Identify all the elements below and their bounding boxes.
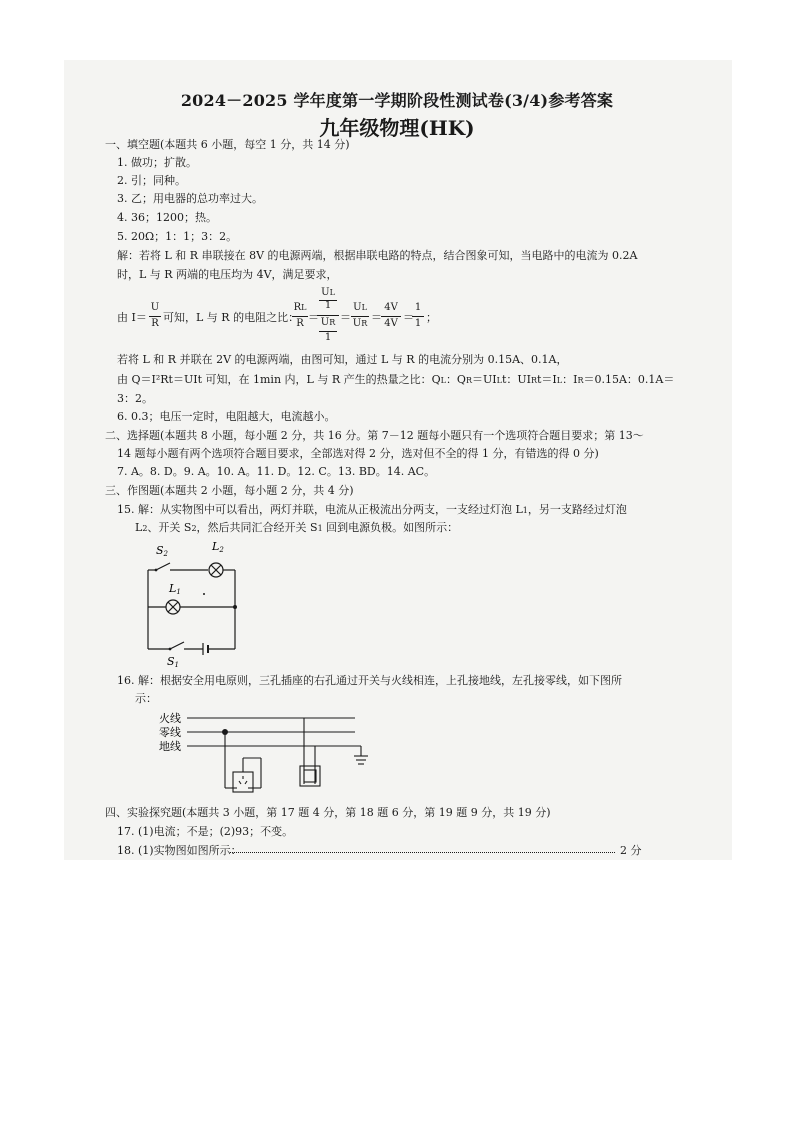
answer-3: 3. 乙；用电器的总功率过大。 — [117, 192, 263, 205]
label-s1: S1 — [167, 655, 180, 669]
q16-line-1: 16. 解：根据安全用电原则，三孔插座的右孔通过开关与火线相连，上孔接地线，左孔接零线，如下图所 — [117, 674, 622, 687]
circuit-diagram — [140, 536, 250, 670]
section4-heading: 四、实验探究题(本题共 3 小题，第 17 题 4 分，第 18 题 6 分，第 19 题 9 分，共 19 分) — [105, 806, 551, 819]
solution-line-3: 若将 L 和 R 并联在 2V 的电源两端，由图可知，通过 L 与 R 的电流分别为 0.15A、0.1A， — [117, 353, 568, 366]
section3-heading: 三、作图题(本题共 2 小题，每小题 2 分，共 4 分) — [105, 484, 354, 497]
answer-18: 18. (1)实物图如图所示： — [117, 844, 242, 857]
section1-heading: 一、填空题(本题共 6 小题，每空 1 分，共 14 分) — [105, 138, 350, 151]
wiring-diagram — [155, 706, 385, 798]
answer-5: 5. 20Ω；1：1；3：2。 — [117, 230, 238, 243]
label-fire-line: 火线 — [159, 712, 181, 725]
q16-line-2: 示： — [135, 692, 157, 705]
answer-2: 2. 引；同种。 — [117, 174, 186, 187]
answer-1: 1. 做功；扩散。 — [117, 156, 197, 169]
solution-line-2: 时，L 与 R 两端的电压均为 4V，满足要求， — [117, 268, 338, 281]
label-neutral-line: 零线 — [159, 726, 181, 739]
score-18: 2 分 — [620, 844, 642, 857]
label-ground-line: 地线 — [159, 740, 181, 753]
section2-answers: 7. A。8. D。9. A。10. A。11. D。12. C。13. BD。14. AC。 — [117, 465, 436, 478]
q15-line-2: L2、开关 S2，然后共同汇合经开关 S1 回到电源负极。如图所示： — [135, 521, 459, 534]
label-l2: L2 — [212, 540, 224, 554]
answer-17: 17. (1)电流；不是；(2)93；不变。 — [117, 825, 294, 838]
answer-6: 6. 0.3；电压一定时，电阻越大，电流越小。 — [117, 410, 336, 423]
label-l1: L1 — [169, 582, 181, 596]
dotted-leader — [230, 852, 615, 853]
solution-line-4: 由 Q＝I²Rt＝UIt 可知，在 1min 内，L 与 R 产生的热量之比：QL：QR＝UILt：UIRt＝IL：IR＝0.15A：0.1A＝ — [117, 373, 675, 386]
solution-line-5: 3：2。 — [117, 392, 153, 405]
q15-line-1: 15. 解：从实物图中可以看出，两灯并联，电流从正极流出分两支，一支经过灯泡 L1，另一支路经过灯泡 — [117, 503, 627, 516]
answer-4: 4. 36；1200；热。 — [117, 211, 217, 224]
solution-line-1: 解：若将 L 和 R 串联接在 8V 的电源两端，根据串联电路的特点，结合图象可知，当电路中的电流为 0.2A — [117, 249, 638, 262]
section2-heading-cont: 14 题每小题有两个选项符合题目要求，全部选对得 2 分，选对但不全的得 1 分，有错选的得 0 分) — [117, 447, 599, 460]
page-title: 2024－2025 学年度第一学期阶段性测试卷(3/4)参考答案 — [180, 91, 614, 110]
section2-heading: 二、选择题(本题共 8 小题，每小题 2 分，共 16 分。第 7－12 题每小题只有一个选项符合题目要求；第 13～ — [105, 429, 644, 442]
page-subtitle: 九年级物理(HK) — [319, 116, 475, 140]
label-s2: S2 — [156, 544, 169, 558]
